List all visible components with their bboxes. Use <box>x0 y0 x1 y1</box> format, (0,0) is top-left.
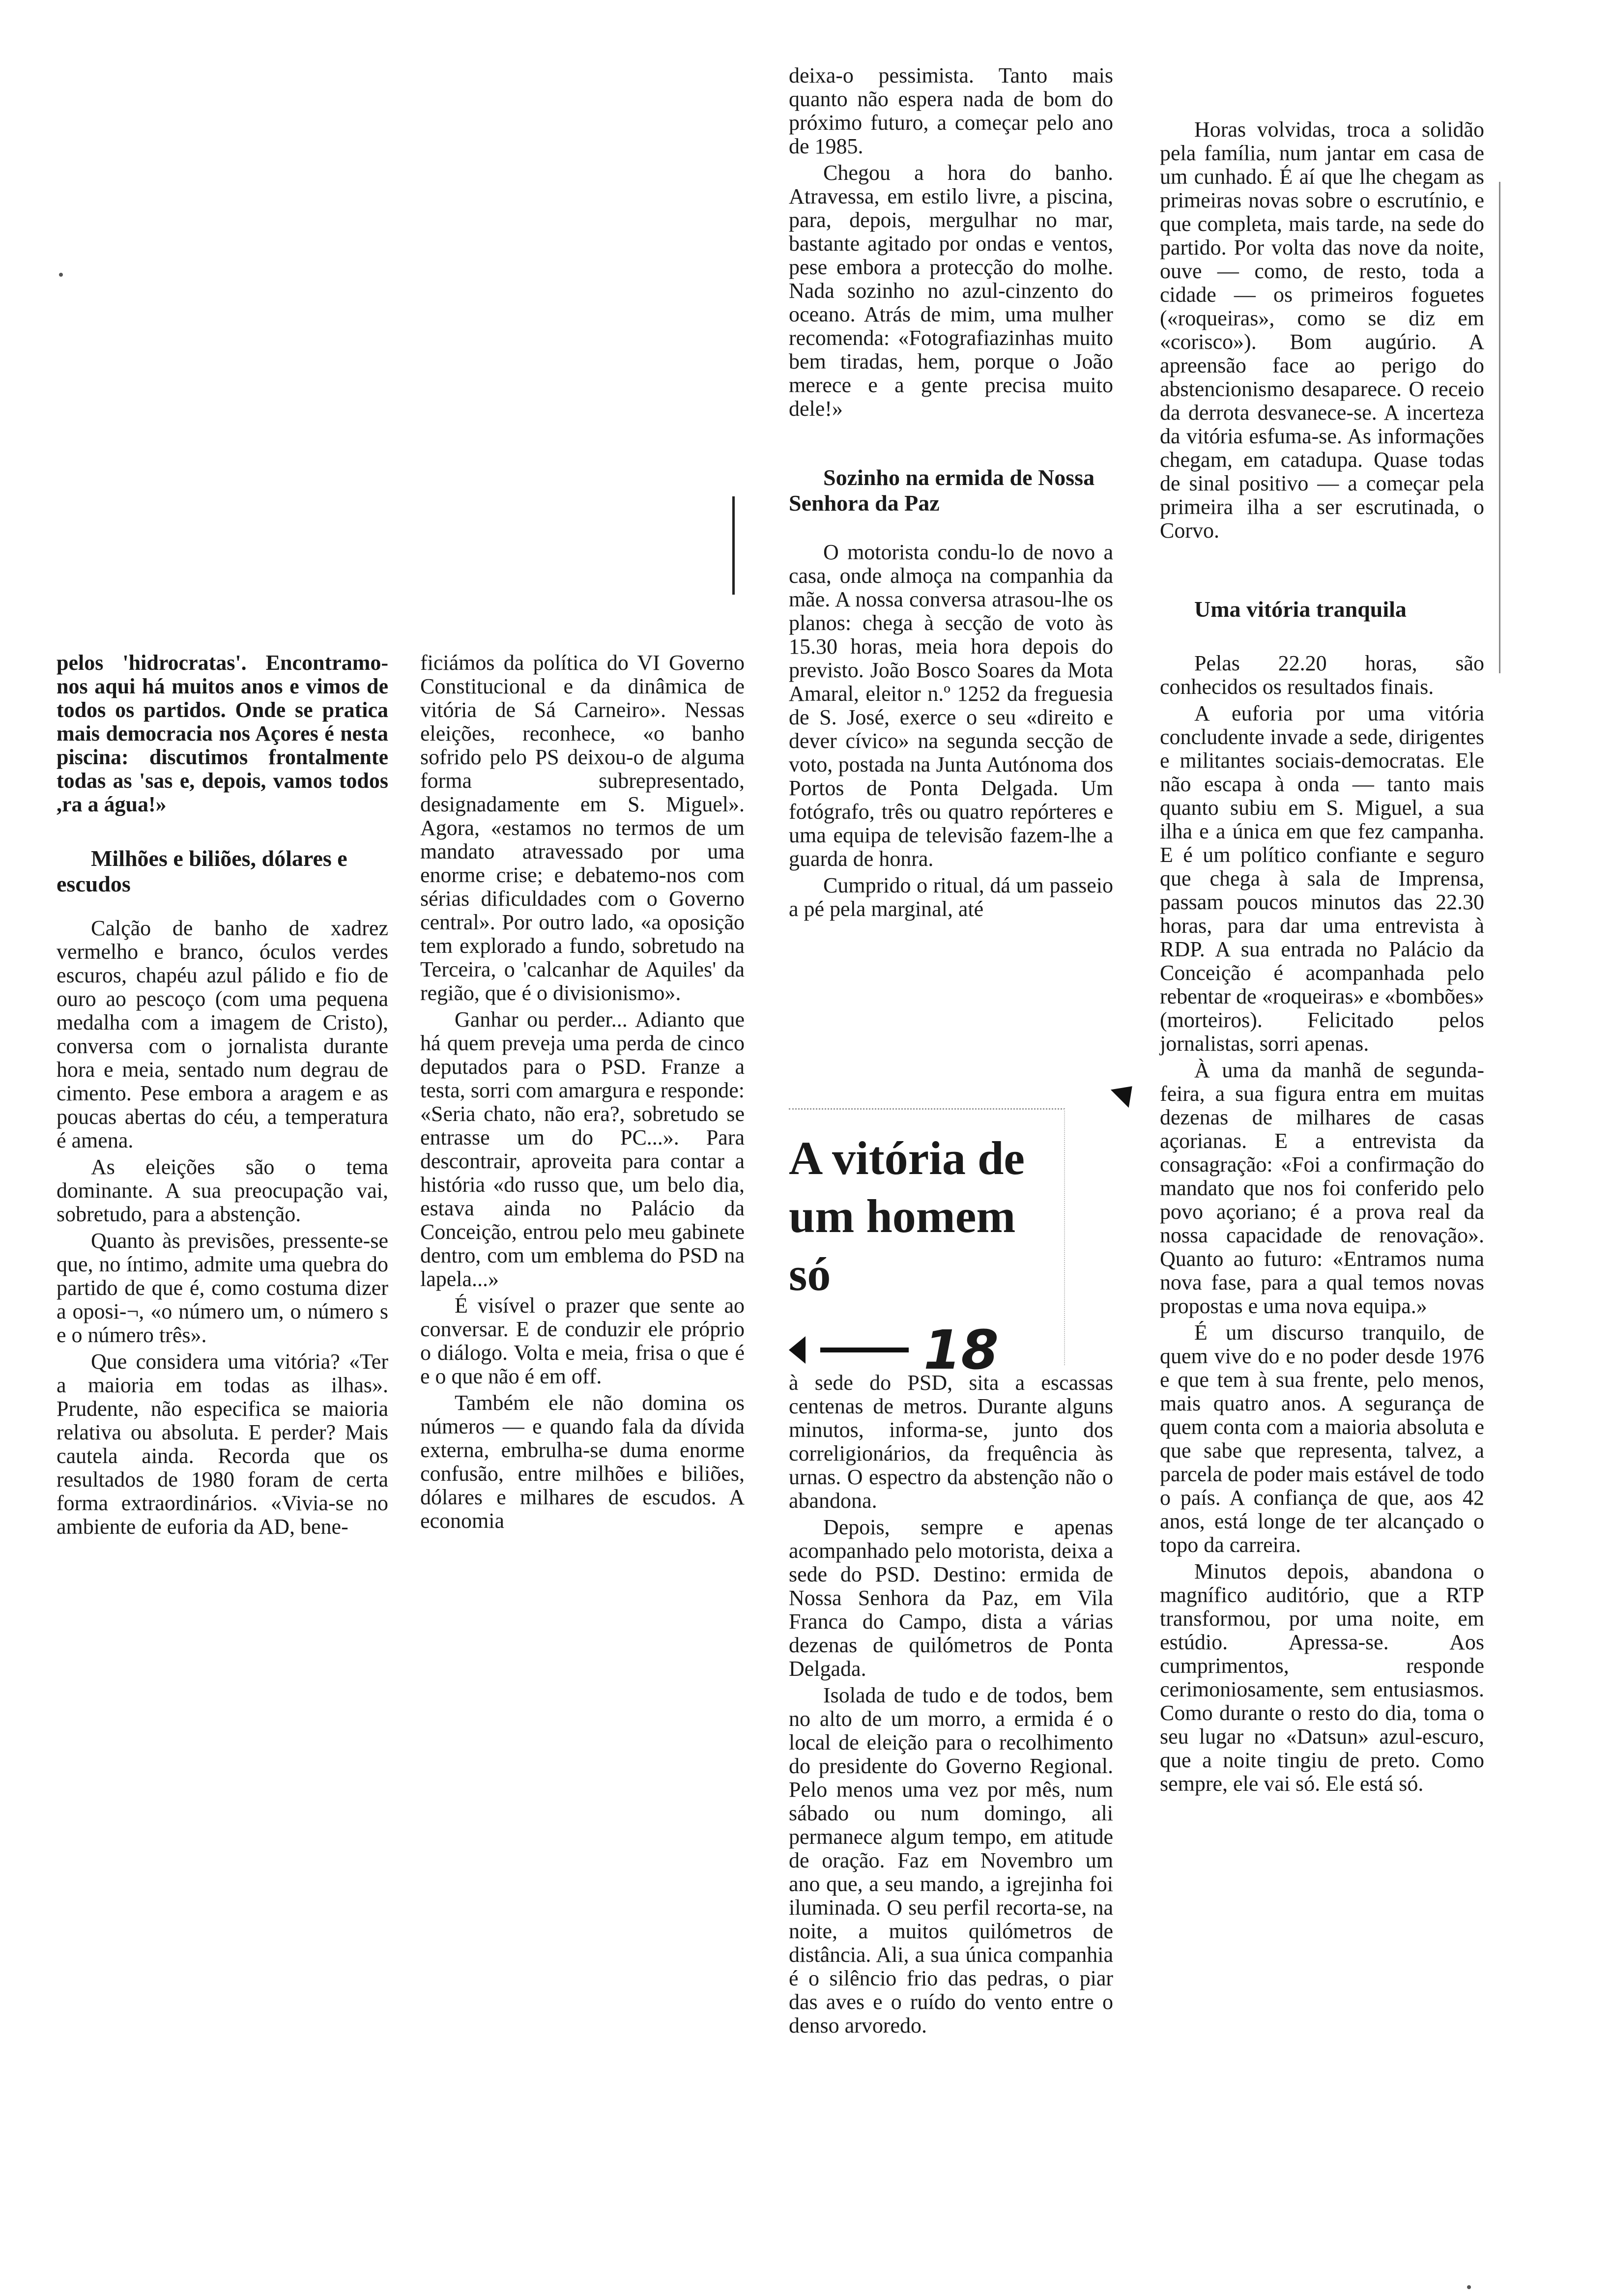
col4-paragraph: À uma da manhã de segunda-feira, a sua figura entra em muitas dezenas de milhares de casas açorianas. E a entrevista da consagração: «Foi a confirmação do mandato que nos foi conferido pelo povo açoriano; é a prova real da nossa capacidade de renovação». Quanto ao futuro: «Entramos numa nova fase, para a qual temos novas propostas e uma nova equipa.» <box>1160 1058 1484 1318</box>
col1-paragraph: Quanto às previsões, pressente-se que, no íntimo, admite uma quebra do partido de que é, como costuma dizer a oposi-¬, «o número um, o número s e o número três». <box>57 1229 388 1347</box>
column-3-top <box>789 64 1113 921</box>
col3-paragraph: O motorista condu-lo de novo a casa, onde almoça na companhia da mãe. A nossa conversa atrasou-lhe os planos: chega à secção de voto às 15.30 horas, meia hora depois do previsto. João Bosco Soares da Mota Amaral, eleitor n.º 1252 da freguesia de S. José, exerce o seu «direito e dever cívico» na segunda secção de voto, postada na Junta Autónoma dos Portos de Ponta Delgada. Um fotógrafo, três ou quatro repórteres e uma equipa de televisão fazem-lhe a guarda de honra. <box>789 540 1113 871</box>
col3-subhead: Sozinho na ermida de Nossa Senhora da Paz <box>789 465 1095 516</box>
continuation-arrow-icon <box>1111 1077 1141 1108</box>
col4-paragraph: Horas volvidas, troca a solidão pela família, num jantar em casa de um cunhado. É aí que lhe chegam as primeiras novas sobre o escrutínio, e que completa, mais tarde, na sede do partido. Por volta das nove da noite, ouve — como, de resto, toda a cidade — os primeiros foguetes («roqueiras», como se diz em «corisco»). Bom augúrio. A apreensão face ao perigo do abstencionismo desaparece. O receio da derrota desvanece-se. A incerteza da vitória esfuma-se. As informações chegam, em catadupa. Quase todas de sinal positivo — a começar pela primeira ilha a ser escrutinada, o Corvo. <box>1160 117 1484 543</box>
column-1 <box>57 651 388 1539</box>
promo-dash <box>820 1348 909 1352</box>
col3-paragraph: Chegou a hora do banho. Atravessa, em estilo livre, a piscina, para, depois, mergulhar no mar, bastante agitado por ondas e ventos, pese embora a protecção do molhe. Nada sozinho no azul-cinzento do oceano. Atrás de mim, uma mulher recomenda: «Fotografiazinhas muito bem tiradas, hem, porque o João merece e a gente precisa muito dele!» <box>789 161 1113 421</box>
promo-title[interactable]: A vitória de um homem só <box>789 1132 1025 1300</box>
arrow-left-icon <box>789 1336 806 1364</box>
col1-paragraph: As eleições são o tema dominante. A sua preocupação vai, sobretudo, para a abstenção. <box>57 1155 388 1226</box>
speck <box>59 273 63 277</box>
col2-paragraph: É visível o prazer que sente ao conversar. E de conduzir ele próprio o diálogo. Volta e meia, frisa o que é e o que não é em off. <box>420 1293 745 1388</box>
col2-paragraph: ficiámos da política do VI Governo Constitucional e da dinâmica de vitória de Sá Carneiro». Nessas eleições, reconhece, «o banho sofrido pelo PS deixou-o de alguma forma subrepresentado, designadamente em S. Miguel». Agora, «estamos no termos de um mandato atravessado por uma enorme crise; e debatemo-nos com sérias dificuldades com o Governo central». Por outro lado, «a oposição tem explorado a fundo, sobretudo na Terceira, o 'calcanhar de Aquiles' da região, que é o divisionismo». <box>420 651 745 1005</box>
column-4 <box>1160 118 1484 1796</box>
promo-box[interactable] <box>789 1108 1065 1381</box>
col4-paragraph: É um discurso tranquilo, de quem vive do e no poder desde 1976 e que tem à sua frente, pelo menos, mais quatro anos. A segurança de quem conta com a maioria absoluta e que sabe que representa, talvez, a parcela de poder mais estável de todo o país. A confiança de que, aos 42 anos, está longe de ter alcançado o topo da carreira. <box>1160 1320 1484 1557</box>
col3-paragraph: Depois, sempre e apenas acompanhado pelo motorista, deixa a sede do PSD. Destino: ermida de Nossa Senhora da Paz, em Vila Franca do Campo, dista a várias dezenas de quilómetros de Ponta Delgada. <box>789 1515 1113 1681</box>
column-3-bottom <box>789 1371 1113 2038</box>
col1-paragraph: Que considera uma vitória? «Ter a maioria em todas as ilhas». Prudente, não especifica se maioria relativa ou absoluta. E perder? Mais cautela ainda. Recorda que os resultados de 1980 foram de certa forma extraordinários. «Vivia-se no ambiente de euforia da AD, bene- <box>57 1349 388 1539</box>
col2-paragraph: Ganhar ou perder... Adianto que há quem preveja uma perda de cinco deputados para o PSD. Franze a testa, sorri com amargura e responde: «Seria chato, não era?, sobretudo se entrasse um do PC...». Para descontrair, aproveita para contar a história «do russo que, um belo dia, estava ainda no Palácio da Conceição, entrou pelo meu gabinete dentro, com um emblema do PSD na lapela...» <box>420 1007 745 1291</box>
col4-subhead: Uma vitória tranquila <box>1194 597 1407 622</box>
promo-page-number: 18 <box>923 1319 999 1381</box>
col3-paragraph: Isolada de tudo e de todos, bem no alto de um morro, a ermida é o local de eleição para o recolhimento do presidente do Governo Regional. Pelo menos uma vez por mês, num sábado ou num domingo, ali permanece algum tempo, em atitude de oração. Faz em Novembro um ano que, a seu mando, a igrejinha foi iluminada. O seu perfil recorta-se, na noite, a muitos quilómetros de distância. Ali, a sua única companhia é o silêncio frio das pedras, o piar das aves e o ruído do vento entre o denso arvoredo. <box>789 1683 1113 2038</box>
col2-paragraph: Também ele não domina os números — e quando fala da dívida externa, embrulha-se duma enorme confusão, entre milhões e biliões, dólares e milhares de escudos. A economia <box>420 1391 745 1533</box>
col4-paragraph: A euforia por uma vitória concludente invade a sede, dirigentes e militantes sociais-democratas. Ele não escapa à onda — tanto mais quanto subiu em S. Miguel, a sua ilha e a única em que fez campanha. E é um político confiante e seguro que chega à sala de Imprensa, passam poucos minutos das 22.30 horas, para dar uma entrevista à RDP. A sua entrada no Palácio da Conceição é acompanhada pelo rebentar de «roqueiras» e «bombões» (morteiros). Felicitado pelos jornalistas, sorri apenas. <box>1160 701 1484 1056</box>
col4-paragraph: Minutos depois, abandona o magnífico auditório, que a RTP transformou, por uma noite, em estúdio. Apressa-se. Aos cumprimentos, responde cerimoniosamente, sem entusiasmos. Como durante o resto do dia, toma o seu lugar no «Datsun» azul-escuro, que a noite tingiu de preto. Como sempre, ele vai só. Ele está só. <box>1160 1559 1484 1796</box>
col1-subhead: Milhões e biliões, dólares e escudos <box>57 846 347 896</box>
promo-page-reference[interactable] <box>789 1319 1064 1381</box>
col3-paragraph: deixa-o pessimista. Tanto mais quanto não espera nada de bom do próximo futuro, a começar pelo ano de 1985. <box>789 63 1113 158</box>
column-rule <box>1499 182 1500 673</box>
column-rule <box>732 496 735 595</box>
col1-paragraph: Calção de banho de xadrez vermelho e branco, óculos verdes escuros, chapéu azul pálido e fio de ouro ao pescoço (com uma pequena medalha com a imagem de Cristo), conversa com o jornalista durante hora e meia, sentado num degrau de cimento. Pese embora a aragem e as poucas abertas do céu, a temperatura é amena. <box>57 916 388 1152</box>
col4-paragraph: Pelas 22.20 horas, são conhecidos os resultados finais. <box>1160 651 1484 699</box>
column-2 <box>420 651 745 1533</box>
col1-intro-paragraph: pelos 'hidrocratas'. Encontramo-nos aqui há muitos anos e vimos de todos os partidos. Onde se pratica mais democracia nos Açores é nesta piscina: discutimos frontalmente todas as 'sas e, depois, vamos todos ,ra a água!» <box>57 651 388 816</box>
col3-paragraph: Cumprido o ritual, dá um passeio a pé pela marginal, até <box>789 873 1113 921</box>
col3-paragraph: à sede do PSD, sita a escassas centenas de metros. Durante alguns minutos, informa-se, junto dos correligionários, da frequência às urnas. O espectro da abstenção não o abandona. <box>789 1371 1113 1513</box>
speck <box>1467 2285 1471 2289</box>
